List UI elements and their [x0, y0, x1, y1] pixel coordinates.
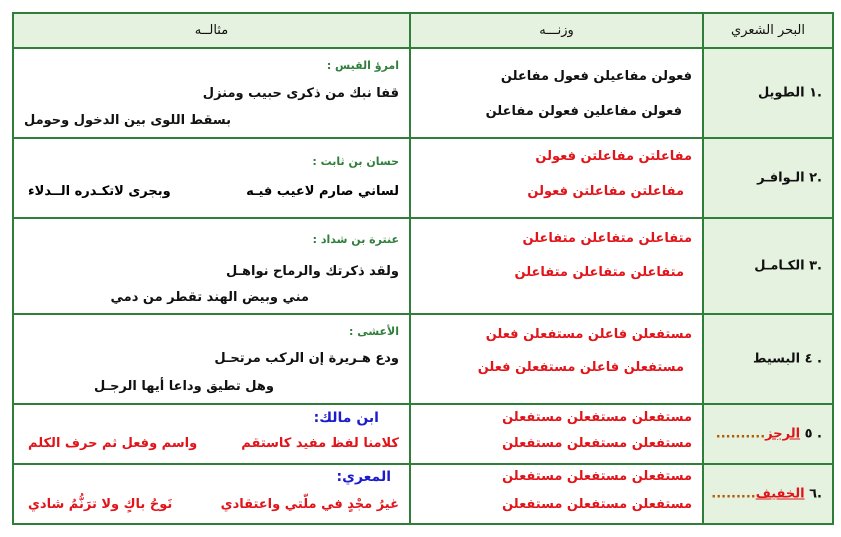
verse-line: مني وبيض الهند تقطر من دمي: [110, 290, 309, 305]
table-header: [14, 14, 832, 49]
verse-line: ولقد ذكرتك والرماح نواهـل: [225, 264, 399, 279]
wazn-line: متفاعلن متفاعلن متفاعلن: [514, 265, 684, 280]
table-row: [14, 49, 832, 139]
verse-line: لساني صارم لاعيب فيـه: [246, 184, 399, 199]
wazn-line: مستفعلن مستفعلن مستفعلن: [502, 436, 692, 451]
verse-pair: [14, 436, 399, 451]
wazn-line: مستفعلن فاعلن مستفعلن فعلن: [477, 360, 684, 375]
sea-number: .٦: [809, 486, 822, 502]
wazn-line: مستفعلن مستفعلن مستفعلن: [502, 497, 692, 512]
poetry-meters-table: [12, 12, 834, 525]
verse-line: وهل تطيق وداعا أيها الرجـل: [94, 379, 274, 394]
poet-name: امرؤ القيس :: [326, 59, 399, 72]
wazn-cell: [409, 219, 702, 315]
verse-line: بسقط اللوى بين الدخول وحومل: [24, 113, 231, 128]
wazn-line: متفاعلن متفاعلن متفاعلن: [522, 231, 692, 246]
sea-cell: [702, 405, 832, 465]
verse-line: قفا نبك من ذكرى حبيب ومنزل: [202, 86, 399, 101]
table-row: [14, 465, 832, 523]
wazn-line: مستفعلن فاعلن مستفعلن فعلن: [485, 327, 692, 342]
sea-name-highlight: الرجز: [765, 426, 801, 442]
poet-name: ابن مالك:: [313, 410, 379, 426]
sea-name: .٢ الـوافـر: [757, 170, 822, 186]
table-row: [14, 405, 832, 465]
table-row: [14, 139, 832, 219]
sea-cell: [702, 49, 832, 139]
sea-name: .٣ الكـامـل: [754, 258, 822, 274]
verse-pair: [14, 184, 399, 199]
example-cell: [14, 139, 409, 219]
sea-name-highlight: الخفيف: [755, 486, 805, 502]
header-wazn: وزنـــه: [409, 14, 702, 49]
example-cell: [14, 465, 409, 523]
wazn-cell: [409, 465, 702, 523]
table-row: [14, 315, 832, 405]
sea-name: [716, 427, 822, 442]
verse-line: نَوحُ باكٍ ولا ترَنُّمُ شادي: [28, 497, 173, 512]
wazn-cell: [409, 315, 702, 405]
sea-cell: [702, 219, 832, 315]
table-row: [14, 219, 832, 315]
header-sea: البحر الشعري: [702, 14, 832, 49]
wazn-cell: [409, 139, 702, 219]
wazn-line: مفاعلتن مفاعلتن فعولن: [527, 184, 684, 199]
example-cell: [14, 405, 409, 465]
verse-line: كلامنا لفظ مفيد كاستقم: [241, 436, 399, 451]
example-cell: [14, 49, 409, 139]
example-cell: [14, 219, 409, 315]
wazn-line: مفاعلتن مفاعلتن فعولن: [535, 149, 692, 164]
sea-dots: ..........: [715, 426, 766, 442]
wazn-cell: [409, 49, 702, 139]
verse-line: غيرُ مجْدٍ في ملّتي واعتقادي: [220, 497, 399, 512]
wazn-line: فعولن مفاعيلن فعول مفاعلن: [500, 69, 692, 84]
wazn-cell: [409, 405, 702, 465]
wazn-line: فعولن مفاعلين فعولن مفاعلن: [485, 104, 682, 119]
verse-line: وبجرى لاتكـدره الــدلاء: [28, 184, 171, 199]
sea-cell: [702, 139, 832, 219]
poet-name: المعري:: [336, 469, 391, 485]
example-cell: [14, 315, 409, 405]
verse-pair: [14, 497, 399, 512]
sea-number: . ٥: [804, 426, 822, 442]
poet-name: حسان بن ثابت :: [312, 155, 399, 168]
poet-name: الأعشى :: [348, 325, 399, 338]
sea-cell: [702, 465, 832, 523]
sea-dots: .........: [711, 486, 756, 502]
sea-name: [711, 487, 822, 502]
wazn-line: مستفعلن مستفعلن مستفعلن: [502, 469, 692, 484]
sea-name: .١ الطويل: [757, 85, 822, 101]
poet-name: عنترة بن شداد :: [312, 233, 399, 246]
sea-cell: [702, 315, 832, 405]
sea-name: . ٤ البسيط: [752, 351, 822, 367]
wazn-line: مستفعلن مستفعلن مستفعلن: [502, 410, 692, 425]
header-example: مثالــه: [14, 14, 409, 49]
verse-line: واسم وفعل ثم حرف الكلم: [28, 436, 198, 451]
verse-line: ودع هـريرة إن الركب مرتحـل: [214, 351, 399, 366]
